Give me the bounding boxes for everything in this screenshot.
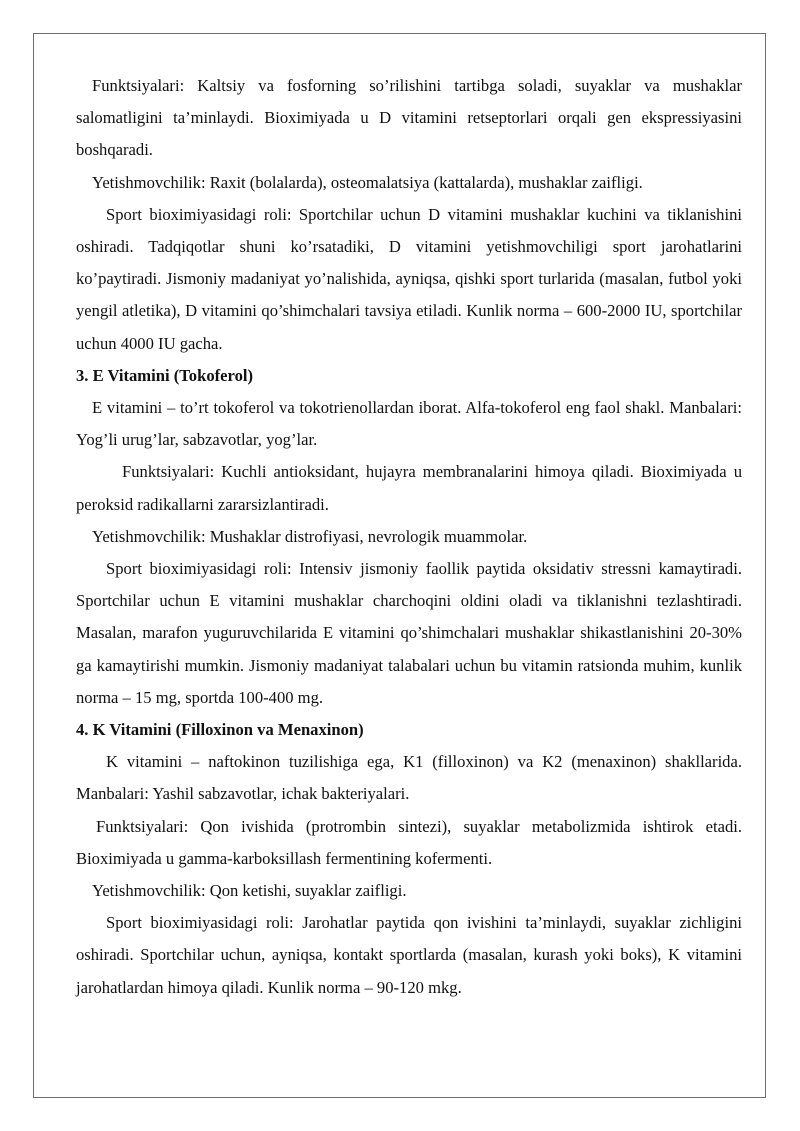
- vitamin-k-deficiency-paragraph: Yetishmovchilik: Qon ketishi, suyaklar zaifligi.: [92, 881, 407, 901]
- vitamin-e-functions-paragraph: Funktsiyalari: Kuchli antioksidant, hujayra membranalarini himoya qiladi. Bioximiyada u peroksid radikallarni zararsizlantiradi.: [76, 462, 742, 514]
- vitamin-d-functions-paragraph: Funktsiyalari: Kaltsiy va fosforning so’rilishini tartibga soladi, suyaklar va mushaklar salomatligini ta’minlaydi. Bioximiyada u D vitamini retseptorlari orqali gen ekspressiyasini boshqaradi.: [76, 76, 742, 160]
- vitamin-k-functions-paragraph: Funktsiyalari: Qon ivishida (protrombin sintezi), suyaklar metabolizmida ishtirok etadi. Bioximiyada u gamma-karboksillash fermentining kofermenti.: [76, 816, 742, 868]
- vitamin-k-heading: 4. K Vitamini (Filloxinon va Menaxinon): [76, 720, 364, 740]
- vitamin-d-deficiency-paragraph: Yetishmovchilik: Raxit (bolalarda), osteomalatsiya (kattalarda), mushaklar zaifligi.: [92, 172, 643, 192]
- document-body: [76, 70, 742, 1004]
- vitamin-e-heading: 3. E Vitamini (Tokoferol): [76, 365, 254, 385]
- vitamin-d-sport-paragraph: Sport bioximiyasidagi roli: Sportchilar uchun D vitamini mushaklar kuchini va tiklanishini oshiradi. Tadqiqotlar shuni ko’rsatadiki, D vitamini yetishmovchiligi sport jarohatlarini ko’paytiradi. Jismoniy madaniyat yo’nalishida, ayniqsa, qishki sport turlarida (masalan, futbol yoki yengil atletika), D vitamini qo’shimchalari tavsiya etiladi. Kunlik norma – 600-2000 IU, sportchilar uchun 4000 IU gacha.: [76, 204, 742, 353]
- vitamin-e-sport-paragraph: Sport bioximiyasidagi roli: Intensiv jismoniy faollik paytida oksidativ stressni kamaytiradi. Sportchilar uchun E vitamini mushaklar charchoqini oldini oladi va tiklanishni tezlashtiradi. Masalan, marafon yuguruvchilarida E vitamini qo’shimchalari mushaklar shikastlanishini 20-30% ga kamaytirishi mumkin. Jismoniy madaniyat talabalari uchun bu vitamin ratsionda muhim, kunlik norma – 15 mg, sportda 100-400 mg.: [76, 559, 742, 707]
- vitamin-e-intro-paragraph: E vitamini – to’rt tokoferol va tokotrienollardan iborat. Alfa-tokoferol eng faol shakl. Manbalari: Yog’li urug’lar, sabzavotlar, yog’lar.: [76, 398, 742, 450]
- vitamin-k-intro-paragraph: K vitamini – naftokinon tuzilishiga ega, K1 (filloxinon) va K2 (menaxinon) shakllarida. Manbalari: Yashil sabzavotlar, ichak bakteriyalari.: [76, 752, 742, 804]
- vitamin-k-sport-paragraph: Sport bioximiyasidagi roli: Jarohatlar paytida qon ivishini ta’minlaydi, suyaklar zichligini oshiradi. Sportchilar uchun, ayniqsa, kontakt sportlarda (masalan, kurash yoki boks), K vitamini jarohatlardan himoya qiladi. Kunlik norma – 90-120 mkg.: [76, 913, 742, 997]
- vitamin-e-deficiency-paragraph: Yetishmovchilik: Mushaklar distrofiyasi, nevrologik muammolar.: [92, 526, 528, 546]
